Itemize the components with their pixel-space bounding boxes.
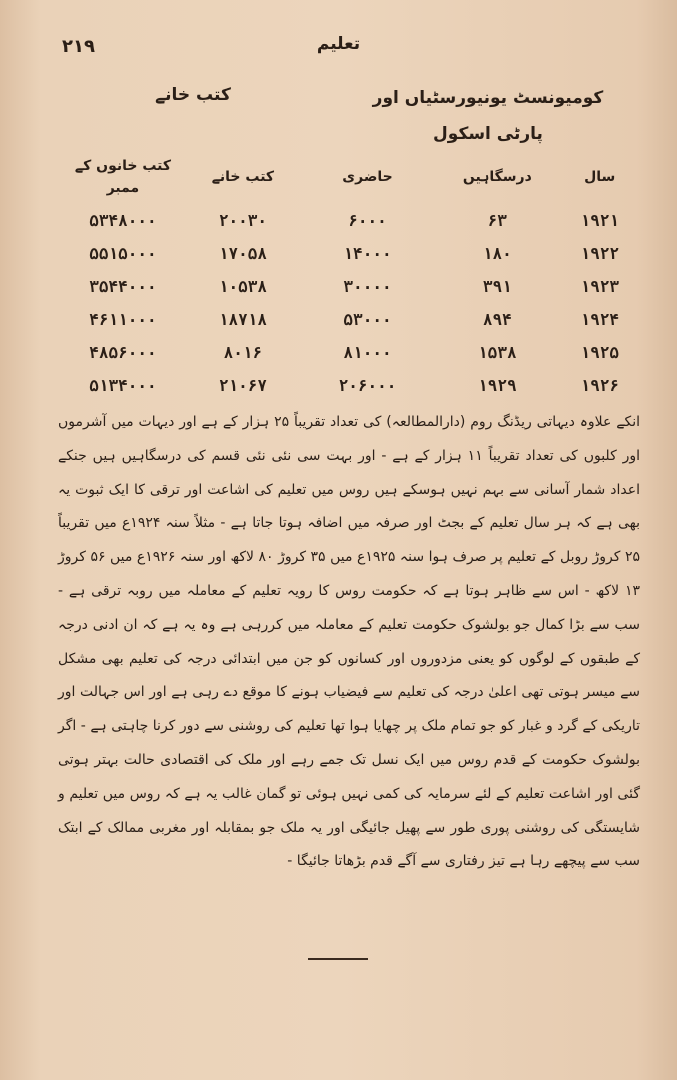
col-header-schools: درسگاہیں bbox=[462, 169, 532, 185]
cell-libraries: ۱۷۰۵۸ bbox=[218, 244, 267, 263]
heading-universities: کومیونسٹ یونیورسٹیاں اور پارٹی اسکول bbox=[372, 88, 604, 144]
col-header-libraries: کتب خانے bbox=[211, 169, 275, 185]
page-number: ۲۱۹ bbox=[62, 36, 95, 57]
col-header-attendance: حاضری bbox=[342, 169, 393, 185]
cell-libraries: ۲۱۰۶۷ bbox=[218, 376, 267, 395]
table-row bbox=[58, 237, 642, 270]
cell-year: ۱۹۲۵ bbox=[580, 343, 619, 362]
cell-year: ۱۹۲۳ bbox=[580, 277, 619, 296]
col-header-year: سال bbox=[584, 169, 616, 185]
cell-schools: ۳۹۱ bbox=[482, 277, 512, 296]
cell-schools: ۱۵۳۸ bbox=[478, 343, 517, 362]
cell-schools: ۱۹۲۹ bbox=[478, 376, 517, 395]
cell-year: ۱۹۲۴ bbox=[580, 310, 619, 329]
table-row bbox=[58, 204, 642, 237]
table-row bbox=[58, 369, 642, 402]
cell-members: ۵۱۳۴۰۰۰ bbox=[89, 376, 157, 395]
cell-attendance: ۲۰۶۰۰۰ bbox=[338, 376, 397, 395]
cell-libraries: ۱۸۷۱۸ bbox=[218, 310, 267, 329]
closing-rule bbox=[308, 958, 368, 960]
table-row bbox=[58, 303, 642, 336]
cell-members: ۴۸۵۶۰۰۰ bbox=[89, 343, 157, 362]
cell-attendance: ۳۰۰۰۰ bbox=[343, 277, 392, 296]
table-row bbox=[58, 270, 642, 303]
cell-members: ۵۵۱۵۰۰۰ bbox=[89, 244, 157, 263]
cell-members: ۵۳۴۸۰۰۰ bbox=[89, 211, 157, 230]
cell-libraries: ۱۰۵۳۸ bbox=[218, 277, 267, 296]
cell-members: ۳۵۴۴۰۰۰ bbox=[89, 277, 157, 296]
running-head: تعلیم bbox=[316, 34, 361, 54]
cell-attendance: ۸۱۰۰۰ bbox=[343, 343, 392, 362]
body-paragraph: انکے علاوہ دیہاتی ریڈنگ روم (دارالمطالعہ) کی تعداد تقریباً ۲۵ ہزار کے ہے اور دیہات میں آشرموں اور کلبوں کی تعداد تقریباً ۱۱ ہزار کے ہے - اور بہت سی نئی نئی قسم کی درسگاہیں ہیں جنکے اعداد شمار آسانی سے بہم نہیں ہوسکے ہیں روس میں تعلیم کی اشاعت اور ترقی کا ایک ثبوت یہ بھی ہے کہ ہر سال تعلیم کے بجٹ اور صرفہ میں اضافہ ہوتا جاتا ہے - مثلاً سنہ ۱۹۲۴ع میں تقریباً ۲۵ کروڑ روبل کے تعلیم پر صرف ہوا سنہ ۱۹۲۵ع میں ۳۵ کروڑ ۸۰ لاکھ اور سنہ ۱۹۲۶ع میں ۵۶ کروڑ ۱۳ لاکھ - اس سے ظاہر ہوتا ہے کہ حکومت روس کا رویہ تعلیم کے معاملہ میں روبہ ترقی ہے - سب سے بڑا کمال جو بولشوک حکومت تعلیم کے معاملہ میں کررہی ہے وہ یہ ہے کہ ان ادنی درجہ کے طبقوں کے لوگوں کو یعنی مزدوروں اور کسانوں کو جن میں ابتدائی درجہ کی تعلیم بھی مشکل سے میسر ہوتی تھی اعلیٰ درجہ کی تعلیم سے فیضیاب ہونے کا موقع دے رہی ہے اور اس جہالت اور تاریکی کے گرد و غبار کو جو تمام ملک پر چھایا ہوا تھا تعلیم کی روشنی سے دور کرنا چاہتی ہے - اگر بولشوک حکومت کے قدم روس میں ایک نسل تک جمے رہے اور ملک کی اقتصادی حالت بہتر ہوتی گئی اور اشاعت تعلیم کے لئے سرمایہ کی کمی نہیں ہوئی تو گمان غالب یہ ہے کہ روس میں تعلیم و شایستگی کی روشنی پوری طور سے پھیل جائیگی اور یہ ملک جو بمقابلہ اور مغربی ممالک کے ابتک سب سے پیچھے رہا ہے تیز رفتاری سے آگے قدم بڑھاتا جائیگا - bbox=[58, 414, 640, 870]
cell-year: ۱۹۲۶ bbox=[580, 376, 619, 395]
table-header-row bbox=[58, 150, 642, 204]
cell-attendance: ۱۴۰۰۰ bbox=[343, 244, 392, 263]
statistics-table bbox=[58, 150, 642, 402]
cell-attendance: ۶۰۰۰ bbox=[348, 211, 387, 230]
col-header-library-members: کتب خانوں کے ممبر bbox=[74, 158, 172, 196]
cell-members: ۴۶۱۱۰۰۰ bbox=[89, 310, 157, 329]
cell-schools: ۸۹۴ bbox=[482, 310, 512, 329]
cell-libraries: ۲۰۰۳۰ bbox=[218, 211, 267, 230]
cell-schools: ۱۸۰ bbox=[482, 244, 512, 263]
cell-year: ۱۹۲۱ bbox=[580, 211, 619, 230]
cell-schools: ۶۳ bbox=[487, 211, 507, 230]
cell-libraries: ۸۰۱۶ bbox=[223, 343, 263, 362]
cell-attendance: ۵۳۰۰۰ bbox=[343, 310, 392, 329]
table-row bbox=[58, 336, 642, 369]
heading-libraries: کتب خانے bbox=[155, 85, 231, 105]
cell-year: ۱۹۲۲ bbox=[580, 244, 619, 263]
